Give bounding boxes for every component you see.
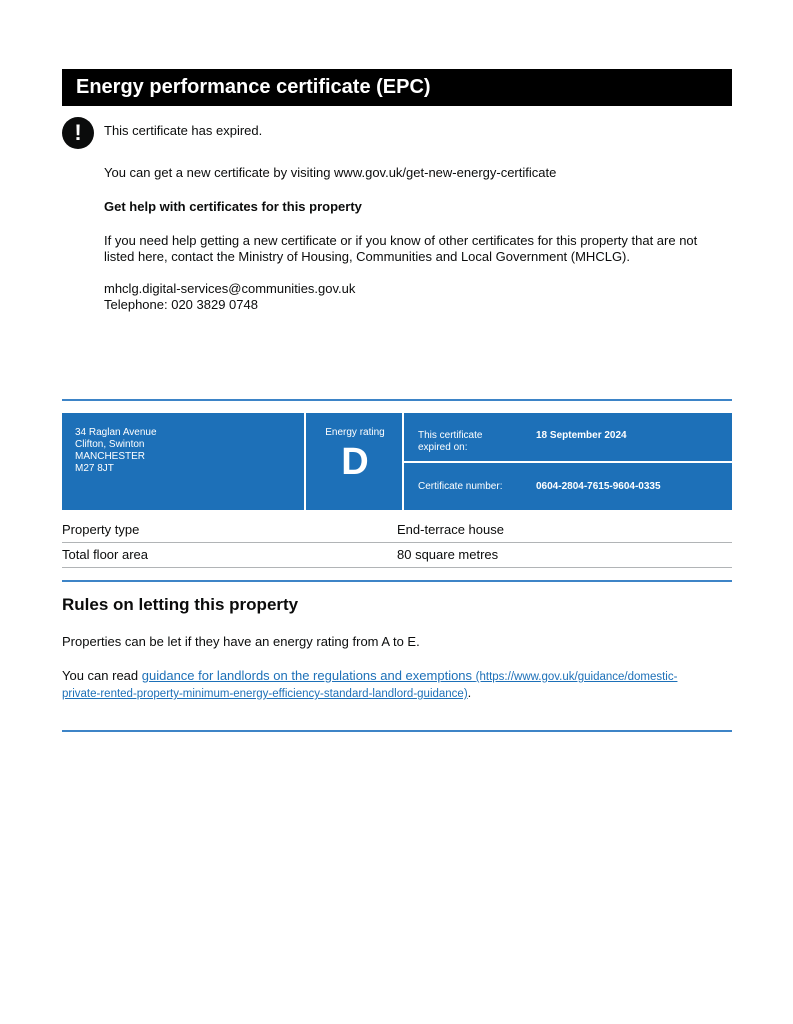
guidance-suffix: .: [467, 685, 472, 700]
detail-row-floor-area: [62, 543, 732, 568]
address-line: M27 8JT: [75, 463, 114, 474]
help-heading: Get help with certificates for this property: [104, 199, 362, 214]
new-certificate-text: You can get a new certificate by visiting www.gov.uk/get-new-energy-certificate: [104, 165, 557, 180]
help-email: mhclg.digital-services@communities.gov.uk: [104, 281, 356, 296]
property-address: [75, 427, 157, 475]
address-line: MANCHESTER: [75, 451, 146, 462]
certificate-summary-panel: [62, 413, 732, 510]
detail-value: 80 square metres: [397, 547, 499, 562]
guidance-link[interactable]: [62, 668, 677, 700]
expired-notice: This certificate has expired.: [104, 123, 263, 138]
expiry-label: This certificate expired on:: [418, 430, 483, 453]
divider: [404, 461, 732, 463]
address-line: Clifton, Swinton: [75, 439, 145, 450]
certificate-number: 0604-2804-7615-9604-0335: [536, 481, 661, 492]
guidance-prefix: You can read: [62, 668, 142, 683]
guidance-link-text: guidance for landlords on the regulations and exemptions: [141, 668, 473, 683]
detail-value: End-terrace house: [397, 522, 504, 537]
letting-rule-text: Properties can be let if they have an energy rating from A to E.: [62, 634, 420, 649]
divider: [62, 730, 732, 732]
detail-label: Property type: [62, 522, 140, 537]
help-telephone: Telephone: 020 3829 0748: [104, 297, 258, 312]
detail-label: Total floor area: [62, 547, 148, 562]
certificate-number-label: Certificate number:: [418, 481, 503, 492]
guidance-link-url: (https://www.gov.uk/guidance/domestic-private-rented-property-minimum-energy-efficiency-standard-landlord-guidance): [62, 671, 678, 700]
address-line: 34 Raglan Avenue: [75, 427, 157, 438]
energy-rating-label: Energy rating: [325, 427, 385, 438]
letting-guidance-text: [62, 668, 702, 702]
letting-heading: Rules on letting this property: [62, 595, 299, 614]
detail-row-property-type: [62, 518, 732, 543]
help-text: If you need help getting a new certificate or if you know of other certificates for this property that are not listed here, contact the Ministry of Housing, Communities and Local Government (MHCLG).: [104, 233, 698, 264]
exclamation-icon: !: [62, 117, 94, 149]
page-title: Energy performance certificate (EPC): [62, 69, 732, 106]
divider: [62, 399, 732, 401]
energy-rating-value: D: [341, 441, 369, 483]
divider: [62, 580, 732, 582]
expiry-date: 18 September 2024: [536, 430, 627, 441]
